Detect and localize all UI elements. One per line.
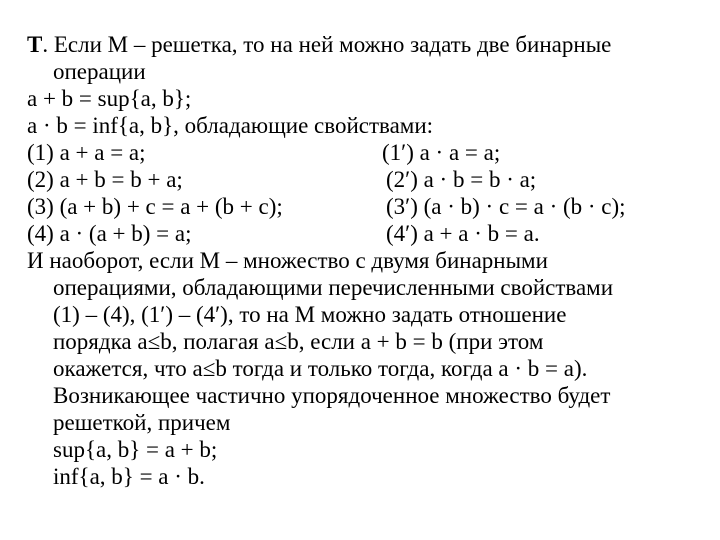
theorem-marker: Т [27, 32, 43, 57]
converse-line-5: окажется, что a≤b тогда и только тогда, когда a · b = a). [53, 356, 588, 381]
theorem-intro-line [27, 31, 611, 58]
theorem-intro-continuation: операции [53, 59, 146, 84]
property-4: (4) a · (a + b) = a; [27, 221, 192, 246]
sup-equation: sup{a, b} = a + b; [53, 437, 218, 462]
theorem-intro-text: . Если M – решетка, то на ней можно задать две бинарные [42, 32, 612, 57]
property-3: (3) (a + b) + c = a + (b + c); [27, 194, 283, 219]
property-1: (1) a + a = a; [27, 140, 146, 165]
converse-line-2: операциями, обладающими перечисленными свойствами [53, 275, 614, 300]
converse-line-4: порядка a≤b, полагая a≤b, если a + b = b (при этом [53, 329, 544, 354]
converse-line-7: решеткой, причем [53, 410, 231, 435]
sup-definition: a + b = sup{a, b}; [27, 86, 192, 111]
converse-line-6: Возникающее частично упорядоченное множество будет [53, 383, 611, 408]
inf-definition: a · b = inf{a, b}, обладающие свойствами: [27, 113, 434, 138]
property-2: (2) a + b = b + a; [27, 167, 183, 192]
property-3-dual: (3′) (a · b) · c = a · (b · c); [386, 194, 626, 219]
property-2-dual: (2′) a · b = b · a; [386, 167, 537, 192]
inf-equation: inf{a, b} = a · b. [53, 464, 205, 489]
property-1-dual: (1′) a · a = a; [382, 140, 501, 165]
converse-line-1: И наоборот, если M – множество с двумя бинарными [27, 248, 548, 273]
property-4-dual: (4′) a + a · b = a. [386, 221, 540, 246]
converse-line-3: (1) – (4), (1′) – (4′), то на M можно задать отношение [53, 302, 567, 327]
